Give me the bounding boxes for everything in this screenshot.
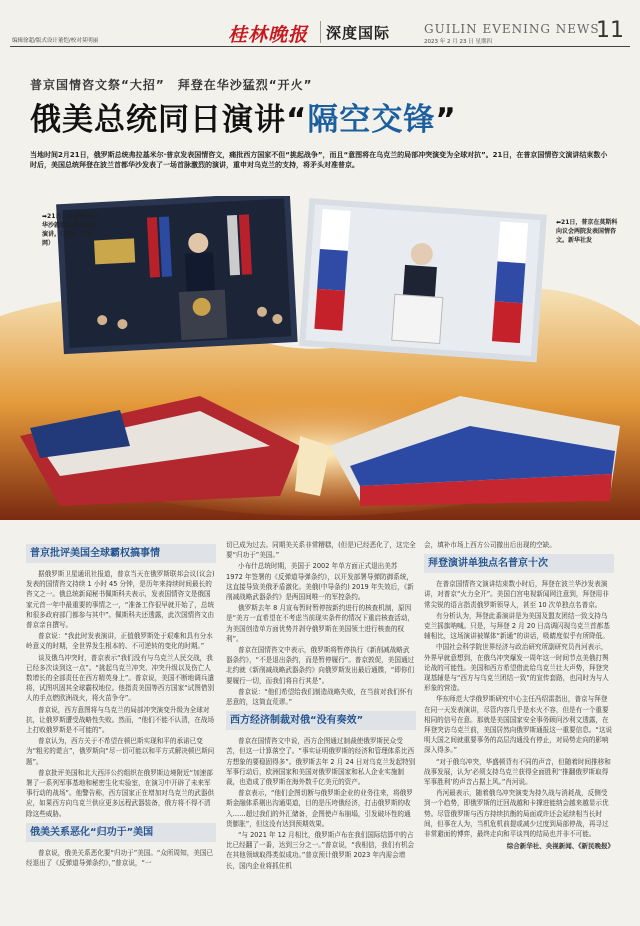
issue-date: 2023 年 2 月 23 日 星期四 bbox=[424, 39, 492, 45]
paragraph: 在普京国情咨文演讲结束数小时后，拜登在波兰华沙发表演讲，对普京“火力全开”。美国白宫电视新闻网注意到，拜登用非常尖锐的语言指责俄罗斯领导人，甚至 10 次单独点名普京。 bbox=[424, 580, 609, 609]
newspaper-logo[interactable] bbox=[228, 20, 308, 46]
masthead-divider bbox=[320, 21, 321, 43]
paragraph: 谈及俄乌冲突时，普京表示“我们没有与乌克兰人民交战，我已经多次谈到这一点”。“挑起乌克兰冲突、冲突升级以及伤亡人数增长的全部责任在西方精英身上”。普京说，美国不断地调兵遣将，试图巩固其全球霸权地位。他指责美国等西方国家“试图借别人的手点燃欧洲战火，将火苗争夺”。 bbox=[26, 653, 215, 703]
paragraph: 据俄罗斯卫星通讯社报道，普京当天在俄罗斯联邦会议(议会)发表的国情咨文持续 1 小时 45 分钟，是历年来持续时间最长的咨文之一。俄总统新闻秘书佩斯科夫表示，发表国情咨文是俄国家元首一年中最重要的事情之一，“准备工作很早就开始了，总统和很多政府部门都参与其中”。佩斯科夫还透露，此次国情咨文由普京亲自撰写。 bbox=[26, 570, 215, 630]
paragraph: 普京说：“我此时发表演讲，正值俄罗斯处于艰难和具有分水岭意义的时期，全世界发生根本的、不可逆转的变化的时期。” bbox=[26, 632, 213, 651]
caption-right: ⬅21日，普京在莫斯科向议会两院发表国情咨文。新华社发 bbox=[556, 219, 618, 244]
paragraph: 小布什总统时期，美国于 2002 年单方面正式退出美苏 1972 年签署的《反弹道导弹条约》，以开发部署导弹防御系统，这直接导致美俄矛盾激化。美俄(中导条约) 2019 年失效后，《新削减战略武器条约》是两国间唯一的军控条约。 bbox=[226, 562, 414, 602]
paragraph: 俄罗斯去年 8 月宣布暂时暂停按新约进行的核查机制，原因是“美方一直希望在不考虑当前现实条件的情况下重启核查活动，为美国创造单方面优势并剥夺俄罗斯在美国领土进行核查的权利”。 bbox=[226, 604, 415, 643]
paragraph: 普京说，俄美关系恶化要“归功于”美国。“众所周知，美国已经退出了《反弹道导弹条约》，”普京说，“一 bbox=[26, 848, 214, 868]
paragraph: 普京说，西方意图将与乌克兰的局部冲突演变升级为全球对抗，让俄罗斯遭受战略性失败。然而，“他们不能不认清，在战场上打败俄罗斯是不可能的”。 bbox=[26, 705, 215, 735]
headline-main: 俄美总统同日演讲“ bbox=[30, 102, 308, 138]
kicker: 普京国情咨文祭“大招” 拜登在华沙猛烈“开火” bbox=[30, 78, 313, 92]
paragraph: 华东师范大学俄罗斯研究中心主任冯绍雷指出，普京与拜登在同一天发表演讲，尽管内容几乎是水火不容，但是有一个重要相同的信号在意。那就是美国国家安全事务顾问沙利文透露，在拜登突访乌克兰前，美国居然向俄罗斯通报这一重要信息。“这说明大国之间就重要事务的高层沟通没有停止，对局势走向的影响深入得多。” bbox=[424, 695, 613, 755]
paragraph: 普京批评美国和北大西洋公约组织在俄罗斯边境附近“加速部署了一系列军事基地和秘密生化实验室，在演习中开辟了未来军事行动的战场”。他警告称，西方国家正在增加对乌克兰的武器供应，如果西方向乌克兰供应更多远程武器装备，俄方将不得不清除这些威胁。 bbox=[26, 768, 215, 818]
paragraph: “对于俄乌冲突，华盛顿背有不同的声音，但随着时间推移和战事发展，认为‘必须支持乌克兰获得全面胜利’‘推翻俄罗斯取得军事胜利’的声音占据上风。”肖河说。 bbox=[424, 757, 611, 787]
column-1 bbox=[26, 540, 216, 869]
subhead: 普京批评美国全球霸权搞事情 bbox=[26, 544, 216, 563]
paragraph: 普京在国情咨文中说，西方企图通过制裁使俄罗斯民众受苦，但这一计算落空了。“事实证明俄罗斯的经济和管理体系比西方想象的要稳固得多”。俄罗斯去年 2 月 24 日对乌克兰发起特别军事行动后，欧洲国家和美国对俄罗斯国家和私人企业实施制裁，也造成了俄罗斯在海外数千亿美元的资产。 bbox=[226, 737, 416, 787]
paragraph: 普京表示，“他们企图切断与俄罗斯企业的业务往来，将俄罗斯金融体系剔出沟通渠道，目的是压垮俄经济，打击俄罗斯的收入……超过我们的外汇储备，企图使卢布崩塌，引发破坏性的通货膨胀”，但这没有达到预期效果。 bbox=[226, 789, 413, 828]
column-3 bbox=[424, 540, 614, 851]
caption-left: ➡21日，拜登在波兰华沙就俄乌冲突发表演讲。（图源：环球网） bbox=[42, 213, 98, 247]
subhead: 俄美关系恶化“归功于”美国 bbox=[26, 823, 216, 842]
paragraph: 会，填补市场上西方公司撤出后出现的空缺。 bbox=[424, 541, 556, 549]
paragraph: 有分析认为，拜登此番演讲是为美国及盟友团结一致支持乌克兰摇旗呐喊。只是，与拜登 2 月 20 日高调闪现乌克兰首都基辅相比，这场演讲被媒体“新通”的讲话，吸睛度似乎有所降低。 bbox=[424, 611, 610, 641]
editors-credit: 编辑徐超/版式设计董恺/校对莫明丽 bbox=[12, 38, 99, 44]
column-2 bbox=[226, 540, 416, 872]
paragraph: 普京说：“他们希望给我们制造战略失败，在当前对我们怀有恶意的，这简直荒谬。” bbox=[226, 687, 413, 707]
logo-text: 桂林晚报 bbox=[228, 23, 309, 46]
subhead: 拜登演讲单独点名普京十次 bbox=[424, 554, 614, 573]
section-title: 深度国际 bbox=[326, 24, 391, 42]
paragraph: “与 2021 年 12 月相比，俄罗斯卢布在我们国际结算中的占比已经翻了一番，达到三分之一。”普京说，“我相信，我们有机会在其他领域取得类似成功。”普京预计俄罗斯 2023 年内需会增长，国内企业将抓住机 bbox=[226, 831, 415, 870]
paper-name: GUILIN EVENING NEWS bbox=[424, 22, 600, 36]
paragraph: 中国社会科学院世界经济与政治研究所副研究员肖河表示，外界早就意想到，在俄乌冲突爆发一周年这一时间节点美俄打舆论战的可能性。美国和西方希望借此给乌克兰壮大声势，拜登突现基辅是与“西方与乌克兰团结一致”的宣传套路，也同时为与人形象的营造。 bbox=[424, 643, 609, 693]
masthead bbox=[0, 0, 640, 46]
paragraph: 普京认为，西方关于不希望在顿巴斯实现和平的承诺已变为“粗劣的谎言”，俄罗斯向“尽一切可能以和平方式解决顿巴斯问题”。 bbox=[26, 737, 215, 766]
page-number: 11 bbox=[596, 18, 624, 43]
paragraph: 切已成为过去。同期美关系非常糟糕，(但是)已经恶化了，这完全要“归功于”美国。” bbox=[226, 541, 416, 560]
paragraph: 肖河最表示，随着俄乌冲突演变为持久战与消耗战，反侧受到一个趋势，即俄罗斯的迂回战越和卡撑进能纳会越来越显示优势。尽管俄罗斯与西方持续抗衡的局面或许还会延续相当长时间，但事在人为，当机危机前提或减少过度到局部停战，再寻过非常避面的博弈，最终走向和平谈判的结局也并非不可能。 bbox=[424, 789, 609, 839]
source-credit: 综合新华社、央视新闻、《新民晚报》 bbox=[506, 842, 614, 851]
masthead-rule bbox=[10, 46, 630, 47]
headline-highlight: 隔空交锋 bbox=[307, 102, 436, 138]
headline bbox=[30, 94, 457, 139]
paragraph: 普京在国情咨文中表示，俄罗斯将暂停执行《新削减战略武器条约》，“不是退出条约，而是暂停履行”。普京敦促，美国通过北约就《新削减战略武器条约》向俄罗斯发出最后通牒，“即你们要履行一切，而我们将自行其是”。 bbox=[226, 646, 415, 685]
subhead: 西方经济制裁对俄“没有奏效” bbox=[226, 711, 416, 730]
headline-end: ” bbox=[435, 102, 457, 138]
lede: 当地时间2月21日，俄罗斯总统弗拉基米尔·普京发表国情咨文，痛批西方国家不但“挑起战争”，而且“意图将在乌克兰的局部冲突演变为全球对抗”。21日，在普京国情咨文演讲结束数小时后，美国总统拜登在波兰首都华沙发表了一场首脉激烈的演讲，重申对乌克兰的支持，将矛头对准普京。 bbox=[30, 151, 608, 169]
